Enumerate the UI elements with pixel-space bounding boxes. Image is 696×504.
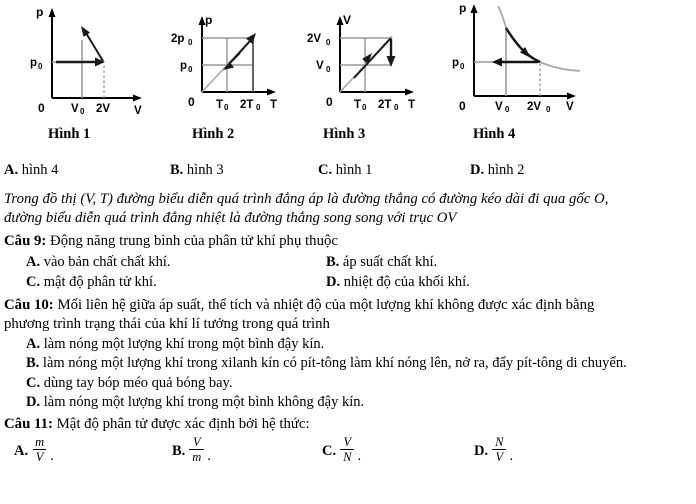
figure-answer-option-c[interactable] xyxy=(318,162,372,179)
figure-hinh-3-svg xyxy=(292,0,437,115)
question-11-label-c: C. xyxy=(322,443,337,459)
svg-text:T: T xyxy=(216,99,224,111)
figure-answer-option-b[interactable] xyxy=(170,162,224,179)
question-11-label: Câu 11: xyxy=(4,415,53,432)
question-10-option-d[interactable] xyxy=(26,393,696,413)
figure-hinh-1-svg xyxy=(8,0,158,115)
question-9-text-d: nhiệt độ của khối khí. xyxy=(343,273,470,290)
question-10-stem-line-1: Mối liên hệ giữa áp suất, thể tích và nhiệt độ của một lượng khí không được xác định bằng xyxy=(57,296,595,313)
question-11-stem: Mật độ phân tử được xác định bởi hệ thức: xyxy=(56,415,310,432)
svg-text:V: V xyxy=(316,60,324,72)
explanation-line-1: Trong đồ thị (V, T) đường biểu diễn quá trình đẳng áp là đường thẳng có đường kéo dài đi qua gốc O, xyxy=(4,191,609,207)
svg-text:0: 0 xyxy=(546,105,551,114)
explanation-text xyxy=(0,190,696,228)
svg-text:p: p xyxy=(36,5,44,19)
figure-answer-label-a: A. xyxy=(4,162,19,178)
svg-text:0: 0 xyxy=(256,103,261,112)
figure-hinh-4-svg xyxy=(428,0,603,115)
question-11-option-c[interactable] xyxy=(322,435,362,465)
svg-text:0: 0 xyxy=(460,62,465,71)
question-11-fraction-c xyxy=(340,436,354,463)
svg-text:T: T xyxy=(408,99,416,111)
question-10-text-d: làm nóng một lượng khí trong một bình không đậy kín. xyxy=(43,394,365,410)
question-9-stem: Động năng trung bình của phân tử khí phụ thuộc xyxy=(50,233,338,249)
question-9-label-c: C. xyxy=(26,273,41,290)
question-11-options xyxy=(0,435,696,478)
question-9-text-a: vào bản chất chất khí. xyxy=(43,253,171,270)
svg-text:V: V xyxy=(495,101,503,113)
question-9-options-row-2 xyxy=(4,273,696,293)
question-9-label-a: A. xyxy=(26,253,41,270)
svg-text:0: 0 xyxy=(38,62,43,71)
question-11-trailing-c: . xyxy=(357,448,362,464)
question-10-label-c: C. xyxy=(26,374,41,391)
question-11-label-b: B. xyxy=(172,443,186,459)
svg-text:p: p xyxy=(452,57,460,69)
question-10-stem-line-2: phương trình trạng thái của khí lí tưởng trong quá trình xyxy=(4,316,330,332)
question-11-trailing-d: . xyxy=(509,448,514,464)
svg-text:0: 0 xyxy=(38,101,45,115)
question-11-option-b[interactable] xyxy=(172,435,211,465)
svg-text:0: 0 xyxy=(188,65,193,74)
question-11-label-a: A. xyxy=(14,443,29,459)
question-11-option-a[interactable] xyxy=(14,435,54,465)
question-10-option-b[interactable] xyxy=(26,354,696,374)
question-11-trailing-b: . xyxy=(207,448,211,464)
question-11-option-d[interactable] xyxy=(474,435,514,465)
question-11-fraction-b xyxy=(189,436,204,463)
figure-answer-options xyxy=(0,162,696,184)
question-10-stem-row-1 xyxy=(4,296,696,316)
figures-row xyxy=(0,0,696,118)
svg-text:0: 0 xyxy=(326,95,333,109)
question-9-text-c: mật độ phân tử khí. xyxy=(43,273,157,290)
question-11 xyxy=(0,415,696,435)
question-10-label: Câu 10: xyxy=(4,296,54,313)
question-11-denominator-d: V xyxy=(492,449,506,463)
figure-answer-option-d[interactable] xyxy=(470,162,524,179)
svg-text:V: V xyxy=(134,105,142,115)
question-9-option-b[interactable] xyxy=(326,253,437,273)
svg-text:2T: 2T xyxy=(378,99,392,111)
svg-text:0: 0 xyxy=(188,95,195,109)
question-11-numerator-a: m xyxy=(35,435,45,449)
question-10-label-a: A. xyxy=(26,335,41,352)
question-9 xyxy=(0,232,696,293)
question-11-stem-row xyxy=(4,415,696,435)
question-10-options xyxy=(4,335,696,413)
svg-text:V: V xyxy=(71,103,79,115)
question-10 xyxy=(0,296,696,413)
question-11-numerator-d: N xyxy=(495,435,504,449)
svg-text:0: 0 xyxy=(326,38,331,47)
question-10-text-a: làm nóng một lượng khí trong một bình đậy kín. xyxy=(43,335,325,352)
question-11-numerator-b: V xyxy=(192,435,201,449)
svg-text:V: V xyxy=(566,101,574,113)
svg-text:p: p xyxy=(205,13,213,27)
svg-text:0: 0 xyxy=(362,103,367,112)
question-9-label: Câu 9: xyxy=(4,233,47,249)
figure-hinh-2 xyxy=(158,0,298,115)
figure-caption-hinh-3: Hình 3 xyxy=(323,126,366,142)
question-11-denominator-c: N xyxy=(340,449,354,463)
svg-text:p: p xyxy=(459,1,467,15)
figure-answer-text-b: hình 3 xyxy=(186,162,224,178)
figure-captions-row xyxy=(0,118,696,152)
svg-text:0: 0 xyxy=(505,105,510,114)
svg-text:V: V xyxy=(343,13,352,27)
svg-text:0: 0 xyxy=(394,103,399,112)
question-11-trailing-a: . xyxy=(50,448,54,464)
svg-text:2V: 2V xyxy=(96,103,111,115)
question-11-denominator-a: V xyxy=(33,449,47,463)
figure-answer-label-c: C. xyxy=(318,162,333,178)
question-11-fraction-d xyxy=(492,436,506,463)
svg-text:0: 0 xyxy=(224,103,229,112)
figure-answer-label-d: D. xyxy=(470,162,485,178)
figure-caption-hinh-1: Hình 1 xyxy=(48,126,91,142)
figure-hinh-1 xyxy=(8,0,158,115)
question-10-option-a[interactable] xyxy=(26,335,696,355)
figure-answer-option-a[interactable] xyxy=(4,162,58,179)
svg-text:0: 0 xyxy=(459,99,466,113)
figure-answer-text-c: hình 1 xyxy=(335,162,373,178)
question-9-options-row-1 xyxy=(4,253,696,273)
question-9-label-d: D. xyxy=(326,273,341,290)
figure-answer-text-d: hình 2 xyxy=(487,162,525,178)
figure-caption-hinh-4: Hình 4 xyxy=(473,126,516,142)
question-11-numerator-c: V xyxy=(343,435,352,449)
question-10-text-b: làm nóng một lượng khí trong xilanh kín có pít-tông làm khí nóng lên, nở ra, đẩy pít-tông di chuyển. xyxy=(42,355,627,371)
question-9-option-d[interactable] xyxy=(326,273,470,293)
figure-hinh-2-svg xyxy=(158,0,298,115)
question-9-label-b: B. xyxy=(326,253,340,270)
figure-hinh-4 xyxy=(428,0,603,115)
figure-answer-text-a: hình 4 xyxy=(21,162,59,178)
svg-text:0: 0 xyxy=(80,107,85,115)
svg-text:2V: 2V xyxy=(307,33,322,45)
question-9-option-c[interactable] xyxy=(26,273,157,293)
figure-hinh-3 xyxy=(292,0,437,115)
svg-text:2p: 2p xyxy=(171,33,185,45)
question-10-label-b: B. xyxy=(26,355,40,371)
question-11-denominator-b: m xyxy=(189,449,204,463)
explanation-line-2: đường biểu diễn quá trình đẳng nhiệt là đường thẳng song song với trục OV xyxy=(4,210,457,226)
svg-text:p: p xyxy=(30,57,38,69)
svg-text:2V: 2V xyxy=(527,101,542,113)
svg-text:T: T xyxy=(270,99,278,111)
svg-text:0: 0 xyxy=(188,38,193,47)
svg-text:T: T xyxy=(354,99,362,111)
question-11-label-d: D. xyxy=(474,443,489,459)
figure-answer-label-b: B. xyxy=(170,162,184,178)
svg-text:0: 0 xyxy=(326,65,331,74)
question-10-option-c[interactable] xyxy=(26,374,696,394)
question-10-stem-row-2 xyxy=(4,315,696,335)
question-10-label-d: D. xyxy=(26,394,41,410)
question-10-text-c: dùng tay bóp méo quả bóng bay. xyxy=(43,374,233,391)
question-11-fraction-a xyxy=(32,436,47,463)
svg-text:p: p xyxy=(180,60,188,72)
figure-caption-hinh-2: Hình 2 xyxy=(192,126,235,142)
question-9-option-a[interactable] xyxy=(26,253,171,273)
question-9-text-b: áp suất chất khí. xyxy=(342,253,438,270)
svg-text:2T: 2T xyxy=(240,99,254,111)
question-9-stem-row xyxy=(4,232,696,252)
